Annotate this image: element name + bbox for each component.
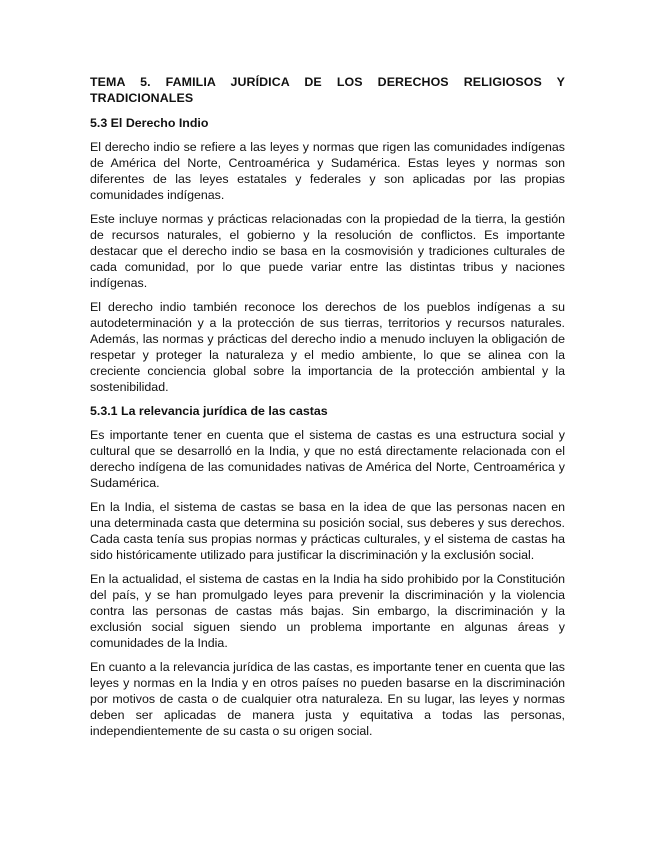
paragraph: En la India, el sistema de castas se basa en la idea de que las personas nacen en una determinada casta que determina su posición social, sus deberes y sus derechos. Cada casta tenía sus propias normas y prácticas culturales, y el sistema de castas ha sido históricamente utilizado para justificar la discriminación y la exclusión social. (90, 500, 565, 562)
document-page (90, 74, 565, 747)
section-heading-derecho-indio: 5.3 El Derecho Indio (90, 116, 209, 130)
paragraph: En cuanto a la relevancia jurídica de las castas, es importante tener en cuenta que las leyes y normas en la India y en otros países no pueden basarse en la discriminación por motivos de casta o de cualquier otra naturaleza. En su lugar, las leyes y normas deben ser aplicadas de manera justa y equitativa a todas las personas, independientemente de su casta o su origen social. (90, 660, 565, 738)
paragraph: El derecho indio también reconoce los derechos de los pueblos indígenas a su autodeterminación y a la protección de sus tierras, territorios y recursos naturales. Además, las normas y prácticas del derecho indio a menudo incluyen la obligación de respetar y proteger la naturaleza y el medio ambiente, lo que se alinea con la creciente conciencia global sobre la importancia de la protección ambiental y la sostenibilidad. (90, 300, 565, 394)
paragraph: Este incluye normas y prácticas relacionadas con la propiedad de la tierra, la gestión de recursos naturales, el gobierno y la resolución de conflictos. Es importante destacar que el derecho indio se basa en la cosmovisión y tradiciones culturales de cada comunidad, por lo que puede variar entre las distintas tribus y naciones indígenas. (90, 212, 565, 290)
paragraph: El derecho indio se refiere a las leyes y normas que rigen las comunidades indígenas de América del Norte, Centroamérica y Sudamérica. Estas leyes y normas son diferentes de las leyes estatales y federales y son aplicadas por las propias comunidades indígenas. (90, 140, 565, 202)
document-title: TEMA 5. FAMILIA JURÍDICA DE LOS DERECHOS RELIGIOSOS Y TRADICIONALES (90, 75, 565, 105)
paragraph: En la actualidad, el sistema de castas en la India ha sido prohibido por la Constitución del país, y se han promulgado leyes para prevenir la discriminación y la violencia contra las personas de castas más bajas. Sin embargo, la discriminación y la exclusión social siguen siendo un problema importante en algunas áreas y comunidades de la India. (90, 572, 565, 650)
paragraph: Es importante tener en cuenta que el sistema de castas es una estructura social y cultural que se desarrolló en la India, y que no está directamente relacionada con el derecho indígena de las comunidades nativas de América del Norte, Centroamérica y Sudamérica. (90, 428, 565, 490)
section-heading-relevancia-castas: 5.3.1 La relevancia jurídica de las castas (90, 404, 328, 418)
